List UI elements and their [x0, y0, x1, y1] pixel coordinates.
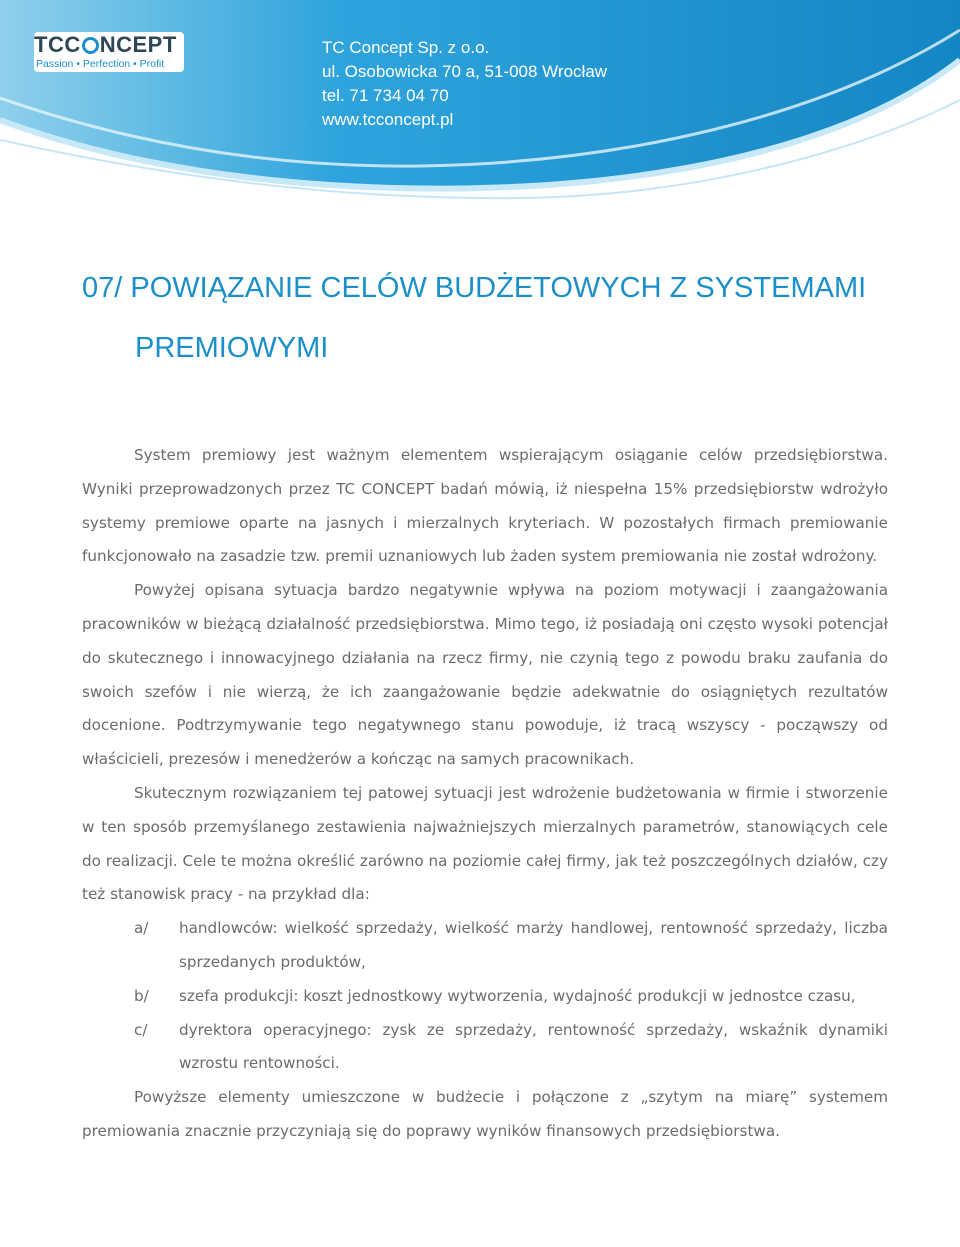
logo-tagline: Passion • Perfection • Profit: [36, 58, 165, 70]
list-item-text: szefa produkcji: koszt jednostkowy wytworzenia, wydajność produkcji w jednostce czasu,: [179, 986, 856, 1005]
title-line-2: PREMIOWYMI: [135, 332, 329, 364]
company-logo: [34, 32, 184, 72]
list-item-text: dyrektora operacyjnego: zysk ze sprzedaży, rentowność sprzedaży, wskaźnik dynamiki wzrostu rentowności.: [179, 1020, 888, 1073]
company-phone: tel. 71 734 04 70: [322, 86, 449, 105]
contact-block: [322, 36, 607, 132]
title-line-1: 07/ POWIĄZANIE CELÓW BUDŻETOWYCH Z SYSTEMAMI: [82, 272, 867, 304]
list-marker: b/: [134, 986, 149, 1005]
paragraph-closing: Powyższe elementy umieszczone w budżecie i połączone z „szytym na miarę” systemem premiowania znacznie przyczyniają się do poprawy wyników finansowych przedsiębiorstwa.: [82, 1088, 888, 1140]
header-band: [0, 0, 960, 210]
page-title: [82, 258, 902, 378]
list-item: [82, 912, 888, 980]
list-marker: c/: [134, 1020, 148, 1039]
logo-wordmark: [34, 32, 177, 58]
list-marker: a/: [134, 919, 149, 938]
company-address: ul. Osobowicka 70 a, 51-008 Wrocław: [322, 62, 608, 81]
paragraph-motivation: Powyżej opisana sytuacja bardzo negatywnie wpływa na poziom motywacji i zaangażowania pracowników w bieżącą działalność przedsiębiorstwa. Mimo tego, iż posiadają oni często wysoki potencjał do skutecznego i innowacyjnego działania na rzecz firmy, nie czynią tego z powodu braku zaufania do swoich szefów i nie wierzą, że ich zaangażowanie będzie adekwatnie do osiągniętych rezultatów docenione. Podtrzymywanie tego negatywnego stanu powoduje, iż tracą wszyscy - począwszy od właścicieli, prezesów i menedżerów a kończąc na samych pracownikach.: [82, 581, 888, 769]
paragraph-intro: System premiowy jest ważnym elementem wspierającym osiąganie celów przedsiębiorstwa. Wyniki przeprowadzonych przez TC CONCEPT badań mówią, iż niespełna 15% przedsiębiorstw wdrożyło systemy premiowe oparte na jasnych i mierzalnych kryteriach. W pozostałych firmach premiowanie funkcjonowało na zasadzie tzw. premii uznaniowych lub żaden system premiowania nie został wdrożony.: [82, 446, 888, 566]
logo-tcc: TCC: [34, 32, 81, 57]
company-name: TC Concept Sp. z o.o.: [322, 38, 490, 57]
list-item-text: handlowców: wielkość sprzedaży, wielkość marży handlowej, rentowność sprzedaży, liczba sprzedanych produktów,: [179, 919, 888, 971]
company-website[interactable]: www.tcconcept.pl: [322, 110, 454, 129]
list-item: [82, 980, 888, 1014]
logo-ncept: NCEPT: [99, 32, 177, 57]
logo-ring-icon: [82, 37, 99, 54]
document-body: [82, 439, 888, 1149]
list-item: [82, 1014, 888, 1082]
paragraph-solution: Skutecznym rozwiązaniem tej patowej sytuacji jest wdrożenie budżetowania w firmie i stworzenie w ten sposób przemyślanego zestawienia najważniejszych mierzalnych parametrów, stanowiących cele do realizacji. Cele te można określić zarówno na poziomie całej firmy, jak też poszczególnych działów, czy też stanowisk pracy - na przykład dla:: [82, 783, 888, 904]
